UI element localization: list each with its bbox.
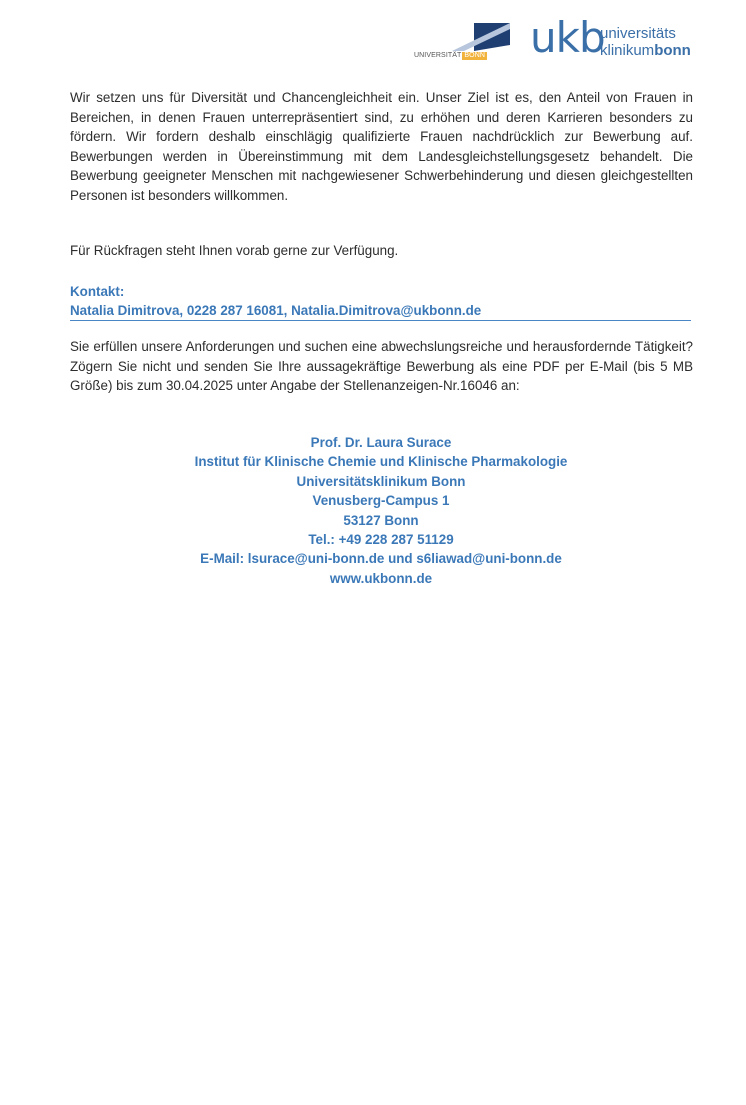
ukb-logo — [530, 13, 700, 64]
address-name: Prof. Dr. Laura Surace — [310, 435, 452, 450]
ukb-logo-line2 — [600, 43, 691, 59]
address-city: 53127 Bonn — [343, 512, 419, 528]
address-website: www.ukbonn.de — [329, 570, 433, 586]
contact-label: Kontakt: — [70, 284, 125, 299]
address-hospital: Universitätsklinikum Bonn — [296, 473, 466, 489]
ukb-logo-line1: universitäts — [600, 25, 676, 42]
uni-bonn-logo-text — [414, 52, 487, 60]
ukb-logo-mark: ukb — [530, 13, 605, 62]
ukb-logo-line2-bold: bonn — [654, 42, 691, 59]
address-email: E-Mail: lsurace@uni-bonn.de und s6liawad@uni-bonn.de — [200, 551, 562, 567]
ukb-logo-line2-regular: klinikum — [600, 42, 655, 59]
address-block — [0, 433, 746, 588]
contact-details: Natalia Dimitrova, 0228 287 16081, Natalia.Dimitrova@ukbonn.de — [70, 301, 691, 321]
application-paragraph: Sie erfüllen unsere Anforderungen und suchen eine abwechslungsreiche und herausfordernde Tätigkeit? Zögern Sie nicht und senden Sie Ihre aussagekräftige Bewerbung als eine PDF per E-Mail (bis 5 MB Größe) bis zum 30.04.2025 unter Angabe der Stellenanzeigen-Nr.16046 an: — [70, 339, 693, 393]
contact-section — [70, 282, 691, 321]
diversity-paragraph: Wir setzen uns für Diversität und Chancengleichheit ein. Unser Ziel ist es, den Anteil von Frauen in Bereichen, in denen Frauen unterrepräsentiert sind, zu erhöhen und deren Karrieren besonders zu fördern. Wir fordern deshalb einschlägig qualifizierte Frauen nachdrücklich zur Bewerbung auf. Bewerbungen werden in Übereinstimmung mit dem Landesgleichstellungsgesetz behandelt. Die Bewerbung geeigneter Menschen mit nachgewiesener Schwerbehinderung und diesen gleichgestellten Personen ist besonders willkommen. — [70, 90, 693, 203]
uni-bonn-logo-word: UNIVERSITÄT — [414, 52, 462, 59]
address-phone: Tel.: +49 228 287 51129 — [308, 532, 454, 548]
uni-bonn-logo-badge: BONN — [464, 52, 486, 59]
university-bonn-logo — [412, 23, 512, 63]
address-street: Venusberg-Campus 1 — [312, 493, 450, 509]
questions-paragraph: Für Rückfragen steht Ihnen vorab gerne zur Verfügung. — [70, 243, 399, 258]
address-institute: Institut für Klinische Chemie und Klinische Pharmakologie — [194, 454, 568, 470]
uni-bonn-emblem-icon — [412, 23, 510, 51]
